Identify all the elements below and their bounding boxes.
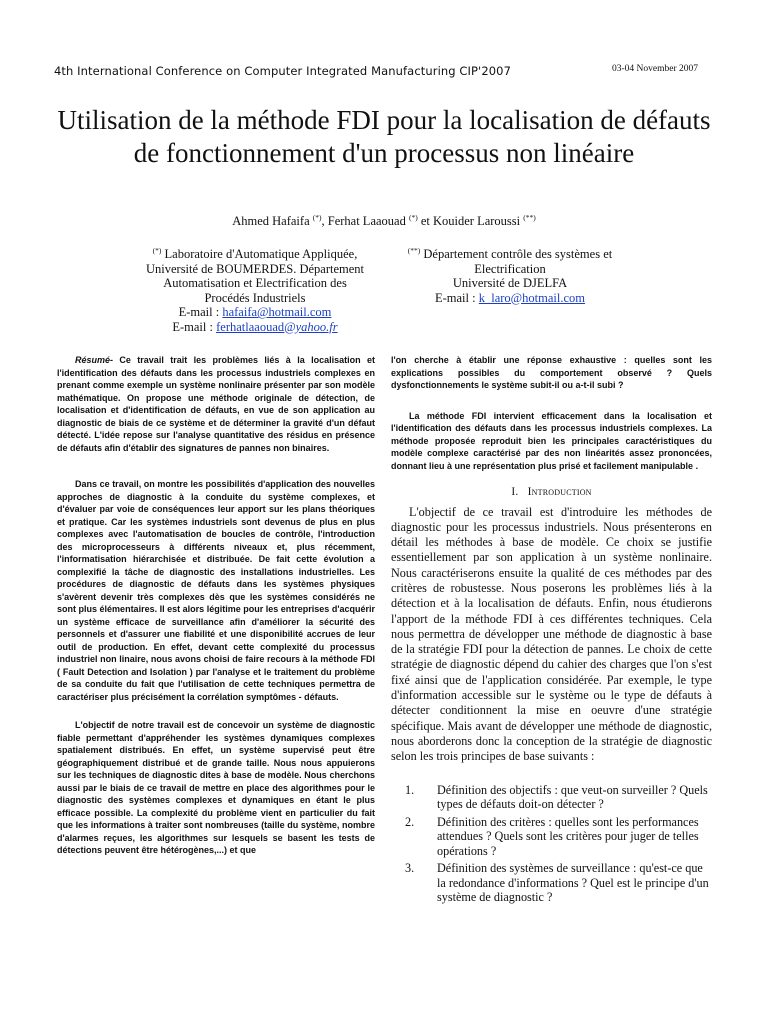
right-column xyxy=(391,354,712,908)
list-item xyxy=(391,815,712,859)
email-user: ferhatlaaouad xyxy=(216,319,285,334)
email-link[interactable]: hafaifa@hotmail.com xyxy=(222,305,332,320)
section-number: I. xyxy=(511,486,519,498)
author-name: Ferhat Laaouad xyxy=(327,214,406,229)
section-heading xyxy=(391,486,712,499)
author-name: Ahmed Hafaifa xyxy=(232,214,310,229)
author-mark: (*) xyxy=(408,213,418,222)
email-link[interactable]: k_laro@hotmail.com xyxy=(478,290,586,305)
list-item xyxy=(391,783,712,812)
abstract-paragraph xyxy=(57,354,375,454)
author-separator: , xyxy=(321,214,328,229)
email-label: E-mail : xyxy=(434,290,479,305)
affiliation-line: Département contrôle des systèmes et xyxy=(420,247,613,262)
affiliation-line: Laboratoire d'Automatique Appliquée, xyxy=(161,247,358,262)
author-mark: (*) xyxy=(312,213,322,222)
intro-paragraph: L'objectif de ce travail est d'introduire les méthodes de diagnostic pour les processus industriels. Nous présenterons en détail les méthodes à base de modèle. Ce choix se justifie essentiellement par son application à un système nonlinaire. Nous caractériserons ensuite la qualité de ces méthodes par des critères de robustesse. Nous poserons les problèmes liés à la détection et à la localisation de défauts. Enfin, nous étudierons l'apport de la méthode FDI à ces différentes techniques. Cela nous permettra de développer une méthode de diagnostic à base de la stratégie FDI pour la détection de pannes. Le choix de cette stratégie de diagnostic dépend du cahier des charges que l'on s'est fixé ainsi que de l'application considérée. Par exemple, le type d'information accessible sur le système ou le type de défauts à détecter conditionnent la mise en oeuvre d'une stratégie spécifique. Mais avant de développer une méthode de diagnostic, nous aborderons donc la conception de la stratégie de diagnostic selon les trois principes de base suivants : xyxy=(391,504,712,764)
author-name: Kouider Laroussi xyxy=(433,214,521,229)
author-separator: et xyxy=(417,214,433,229)
affiliation-left xyxy=(130,244,380,334)
email-label: E-mail : xyxy=(178,305,223,320)
left-column xyxy=(57,354,375,881)
affiliation-line: Université de DJELFA xyxy=(452,276,568,291)
affiliation-line: Electrification xyxy=(474,261,546,276)
body-paragraph: l'on cherche à établir une réponse exhaustive : quelles sont les explications possibles du comportement observé ? Quels dysfonctionnements le système subit-il ou a-t-il subi ? xyxy=(391,355,712,390)
abstract-text: Ce travail trait les problèmes liés à la localisation et l'identification des défauts dans les processus industriels complexes en prenant comme exemple un système nonlinaire présenter par son modèle mathématique. On propose une méthode originale de détection, de localisation et d'identification de défauts, en vue de son application au diagnostic de biais de ce système et de déterminer la gravité d'un défaut détecté. L'idée repose sur l'analyse quantitative des résidus en présence de défauts afin d'établir des signatures de pannes non binaires. xyxy=(57,355,375,453)
principles-list xyxy=(391,783,712,905)
section-title: Introduction xyxy=(527,486,592,498)
conference-header: 4th International Conference on Computer Integrated Manufacturing CIP'2007 xyxy=(54,64,511,78)
abstract-label: Résumé- xyxy=(75,355,114,365)
list-text: Définition des critères : quelles sont les performances attendues ? Quels sont les critères pour juger de telles opérations ? xyxy=(437,814,699,858)
email-domain: @yahoo.fr xyxy=(284,319,338,334)
affiliation-line: Université de BOUMERDES. Département xyxy=(145,261,364,276)
paper-title: Utilisation de la méthode FDI pour la localisation de défauts de fonctionnement d'un processus non linéaire xyxy=(57,105,711,168)
conference-date: 03-04 November 2007 xyxy=(611,64,698,74)
author-list xyxy=(0,213,768,229)
author-mark: (**) xyxy=(523,213,536,222)
body-paragraph: L'objectif de notre travail est de concevoir un système de diagnostic fiable permettant d'appréhender les systèmes dynamiques complexes spatialement distribués. En effet, un système supervisé peut être géographiquement distribué et de grande taille. Nous nous appuierons sur les techniques de diagnostic dites à base de modèle. Nous cherchons aussi par le biais de ce travail de mettre en place des algorithmes pour le diagnostic des systèmes complexes et dynamiques en étant le plus efficace possible. La complexité du problème vient en particulier du fait que les informations à traiter sont nombreuses (taille du système, nombre d'alarmes reçues, les algorithmes sur lesquels se basent les tests de détections peuvent être hétérogènes,...) et que xyxy=(57,720,375,855)
affiliation-mark: (**) xyxy=(407,246,421,255)
list-number: 2. xyxy=(405,814,415,829)
list-item xyxy=(391,861,712,905)
affiliation-right xyxy=(400,244,620,305)
list-text: Définition des objectifs : que veut-on surveiller ? Quels types de défauts doit-on détecter ? xyxy=(437,782,708,812)
body-paragraph: La méthode FDI intervient efficacement dans la localisation et l'identification des défauts dans les processus industriels complexes. La méthode proposée reproduit bien les principales caractéristiques du modèle complexe caractérisé par des non linéarités assez prononcées, donnant lieu à une représentation plus prisé et facilement manipulable . xyxy=(391,410,712,471)
body-paragraph: Dans ce travail, on montre les possibilités d'application des nouvelles approches de diagnostic à la conduite du système complexes, et d'évaluer par voie de conséquences leur apport sur les plans théoriques et pratique. Car les systèmes industriels sont devenus de plus en plus complexes avec l'automatisation de boucles de contrôle, l'introduction des microprocesseurs à différents niveaux et, plus récemment, l'informatisation hiérarchisée et distribuée. De fait cette évolution a complexifié la tâche de diagnostic des installations industrielles. Les procédures de diagnostic de défauts dans les systèmes physiques s'avèrent devenir très complexes dès que les systèmes considérés ne sont plus élémentaires. Il est alors légitime pour les entreprises d'acquérir un système efficace de surveillance afin d'améliorer la sécurité des personnels et d'assurer une fiabilité et une disponibilité accrues de leur outil de production. En effet, devant cette complexité du processus industriel non linaire, nous avons choisi de faire recours à la méthode FDI ( Fault Detection and Isolation ) par l'analyse et le traitement du problème de sa conduite du fait que l'utilisation de cette techniques permettra de caractériser plus précisément la corrélation symptômes - défauts. xyxy=(57,479,375,702)
email-link[interactable] xyxy=(216,320,338,334)
affiliation-line: Automatisation et Electrification des xyxy=(163,276,347,291)
list-text: Définition des systèmes de surveillance : qu'est-ce que la redondance d'informations ? Quel est le principe d'un système de diagnostic ? xyxy=(437,861,709,905)
list-number: 3. xyxy=(405,861,415,876)
email-label: E-mail : xyxy=(172,319,217,334)
list-number: 1. xyxy=(405,782,415,797)
affiliation-line: Procédés Industriels xyxy=(204,290,306,305)
affiliation-mark: (*) xyxy=(152,246,162,255)
